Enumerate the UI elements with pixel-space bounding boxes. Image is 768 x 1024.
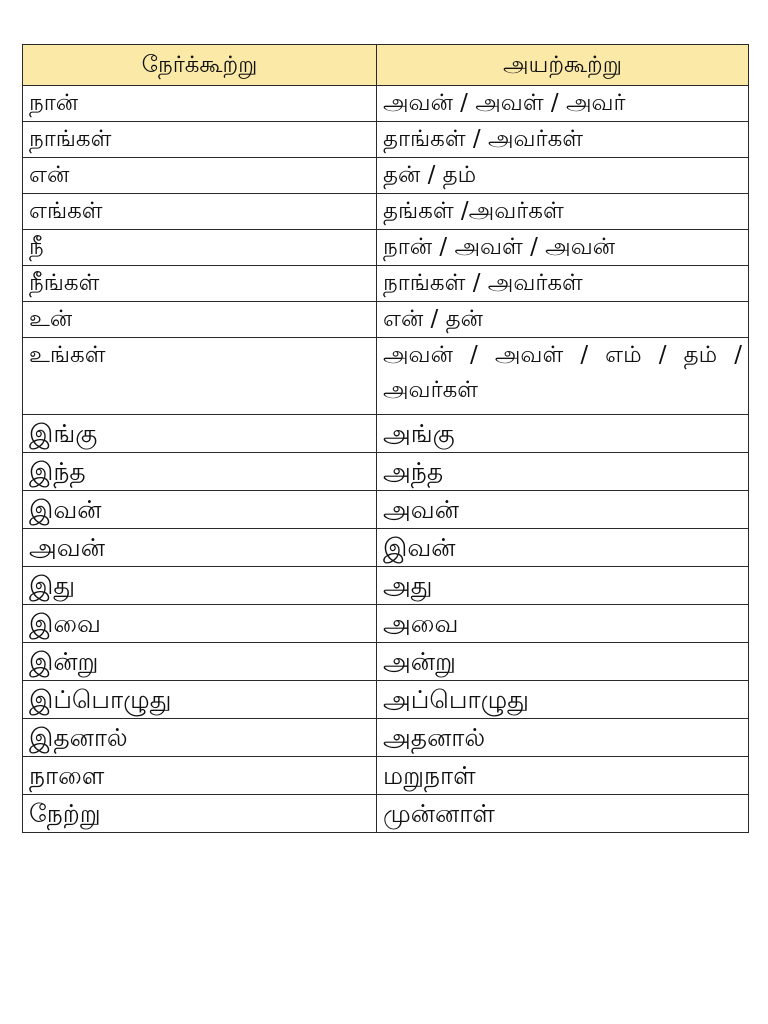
- indirect-cell: நான் / அவள் / அவன்: [377, 230, 749, 266]
- table-row: [23, 605, 749, 643]
- table-row: [23, 681, 749, 719]
- direct-cell: இன்று: [23, 643, 377, 681]
- table-row: [23, 158, 749, 194]
- table-row: [23, 122, 749, 158]
- indirect-cell: நாங்கள் / அவர்கள்: [377, 266, 749, 302]
- table-row: [23, 491, 749, 529]
- direct-cell: நீ: [23, 230, 377, 266]
- direct-cell: இது: [23, 567, 377, 605]
- table-row: [23, 567, 749, 605]
- indirect-cell: அவன்: [377, 491, 749, 529]
- direct-cell: என்: [23, 158, 377, 194]
- table-row: [23, 415, 749, 453]
- indirect-cell: அவை: [377, 605, 749, 643]
- indirect-cell: தன் / தம்: [377, 158, 749, 194]
- indirect-cell: தாங்கள் / அவர்கள்: [377, 122, 749, 158]
- direct-cell: இந்த: [23, 453, 377, 491]
- table-row: [23, 757, 749, 795]
- speech-conversion-table-container: [22, 44, 748, 833]
- indirect-cell: தங்கள் /அவர்கள்: [377, 194, 749, 230]
- header-indirect-speech: அயற்கூற்று: [377, 45, 749, 86]
- table-row: [23, 338, 749, 415]
- indirect-cell: அன்று: [377, 643, 749, 681]
- direct-cell: நீங்கள்: [23, 266, 377, 302]
- table-row: [23, 643, 749, 681]
- indirect-cell: அந்த: [377, 453, 749, 491]
- indirect-cell: அப்பொழுது: [377, 681, 749, 719]
- table-row: [23, 86, 749, 122]
- indirect-cell: மறுநாள்: [377, 757, 749, 795]
- direct-cell: இதனால்: [23, 719, 377, 757]
- table-row: [23, 529, 749, 567]
- table-row: [23, 795, 749, 833]
- table-row: [23, 453, 749, 491]
- indirect-cell: அது: [377, 567, 749, 605]
- indirect-cell: முன்னாள்: [377, 795, 749, 833]
- table-row: [23, 719, 749, 757]
- direct-cell: எங்கள்: [23, 194, 377, 230]
- indirect-cell: அதனால்: [377, 719, 749, 757]
- indirect-cell: அவன் / அவள் / எம் / தம் / அவர்கள்: [377, 338, 749, 415]
- table-row: [23, 194, 749, 230]
- indirect-cell: இவன்: [377, 529, 749, 567]
- header-direct-speech: நேர்க்கூற்று: [23, 45, 377, 86]
- direct-cell: நேற்று: [23, 795, 377, 833]
- indirect-cell: அங்கு: [377, 415, 749, 453]
- direct-cell: நாங்கள்: [23, 122, 377, 158]
- direct-cell: உங்கள்: [23, 338, 377, 415]
- direct-cell: இங்கு: [23, 415, 377, 453]
- table-row: [23, 302, 749, 338]
- table-row: [23, 230, 749, 266]
- direct-cell: இவன்: [23, 491, 377, 529]
- direct-cell: இவை: [23, 605, 377, 643]
- direct-cell: உன்: [23, 302, 377, 338]
- direct-cell: அவன்: [23, 529, 377, 567]
- direct-cell: இப்பொழுது: [23, 681, 377, 719]
- direct-cell: நாளை: [23, 757, 377, 795]
- table-header-row: [23, 45, 749, 86]
- speech-conversion-table: [22, 44, 749, 833]
- table-row: [23, 266, 749, 302]
- direct-cell: நான்: [23, 86, 377, 122]
- indirect-cell: என் / தன்: [377, 302, 749, 338]
- indirect-cell: அவன் / அவள் / அவர்: [377, 86, 749, 122]
